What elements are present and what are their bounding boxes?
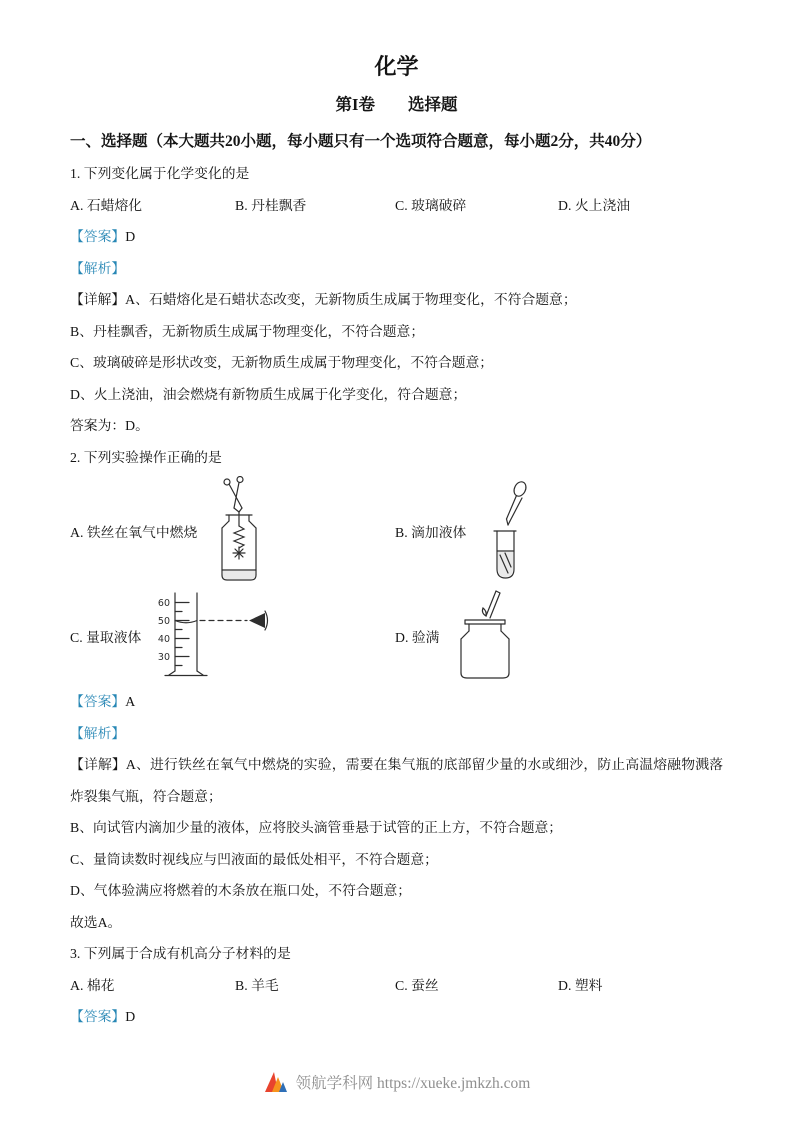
q2-figure-row-2 — [70, 589, 723, 683]
q3-option-b: B. 羊毛 — [235, 977, 279, 993]
cylinder-scale-40: 40 — [158, 634, 171, 645]
q1-options-row — [70, 190, 723, 222]
q1-option-a: A. 石蜡熔化 — [70, 197, 143, 213]
q2-option-b-label: B. 滴加液体 — [395, 525, 467, 540]
q1-detail-line: D、火上浇油，油会燃烧有新物质生成属于化学变化，符合题意； — [70, 386, 467, 402]
q3-answer-value: D — [125, 1009, 136, 1024]
q3-options-row — [70, 970, 723, 1002]
q2-stem: 2. 下列实验操作正确的是 — [70, 449, 222, 465]
q2-option-a-label: A. 铁丝在氧气中燃烧 — [70, 525, 198, 540]
q2-detail-line: B、向试管内滴加少量的液体，应将胶头滴管垂悬于试管的正上方，不符合题意； — [70, 820, 563, 835]
q1-answer-label: 【答案】 — [70, 229, 126, 244]
q3-option-d: D. 塑料 — [558, 977, 603, 993]
q1-answer-value: D — [125, 229, 136, 244]
q2-option-d-cell — [395, 589, 517, 683]
q1-detail-line: 【详解】A、石蜡熔化是石蜡状态改变，无新物质生成属于物理变化，不符合题意； — [70, 292, 577, 307]
q1-stem: 1. 下列变化属于化学变化的是 — [70, 166, 250, 181]
q1-option-d: D. 火上浇油 — [558, 197, 631, 213]
q2-detail-line: D、气体验满应将燃着的木条放在瓶口处，不符合题意； — [70, 883, 412, 898]
footer — [0, 1070, 793, 1094]
q2-detail-line: 故选A。 — [70, 914, 122, 930]
cylinder-scale-30: 30 — [158, 652, 171, 663]
iron-wire-burning-figure — [211, 476, 275, 586]
measuring-cylinder-figure — [155, 591, 273, 681]
page-title: 化学 — [374, 54, 419, 79]
q2-detail-line: 【详解】A、进行铁丝在氧气中燃烧的实验，需要在集气瓶的底部留少量的水或细沙，防止高温熔融物溅落炸裂集气瓶，符合题意； — [70, 757, 723, 804]
q2-detail-line: C、量筒读数时视线应与凹液面的最低处相平，不符合题意； — [70, 851, 438, 867]
q3-option-a: A. 棉花 — [70, 977, 115, 993]
q3-option-c: C. 蚕丝 — [395, 977, 439, 993]
q1-detail-line: 答案为：D。 — [70, 418, 149, 433]
gas-full-test-figure — [453, 589, 517, 683]
dropper-into-test-tube-figure — [480, 479, 534, 583]
q2-answer-label: 【答案】 — [70, 694, 126, 709]
q1-answer-line — [70, 221, 723, 253]
q1-detail-line: C、玻璃破碎是形状改变，无新物质生成属于物理变化，不符合题意； — [70, 355, 494, 370]
footer-site-link[interactable]: 领航学科网 https://xueke.jmkzh.com — [295, 1075, 531, 1092]
q2-option-c-cell — [70, 591, 395, 681]
q1-option-b: B. 丹桂飘香 — [235, 197, 307, 213]
q2-option-b-cell — [395, 479, 534, 583]
volume-heading: 第I卷 选择题 — [335, 95, 458, 114]
cylinder-scale-60: 60 — [158, 598, 171, 609]
q3-stem: 3. 下列属于合成有机高分子材料的是 — [70, 946, 291, 961]
site-logo-icon — [263, 1070, 289, 1094]
q1-analysis-label: 【解析】 — [70, 260, 126, 276]
q2-option-c-label: C. 量取液体 — [70, 630, 142, 645]
q1-option-c: C. 玻璃破碎 — [395, 197, 467, 213]
q2-answer-line — [70, 686, 723, 718]
section-heading: 一、选择题（本大题共20小题，每小题只有一个选项符合题意，每小题2分，共40分） — [70, 133, 652, 150]
q2-answer-value: A — [125, 694, 136, 709]
q3-answer-label: 【答案】 — [70, 1009, 126, 1024]
q2-option-a-cell — [70, 476, 395, 586]
q2-figure-row-1 — [70, 476, 723, 586]
cylinder-scale-50: 50 — [158, 616, 171, 627]
q2-option-d-label: D. 验满 — [395, 630, 440, 645]
q2-analysis-label: 【解析】 — [70, 725, 126, 741]
q1-detail-line: B、丹桂飘香，无新物质生成属于物理变化，不符合题意； — [70, 323, 425, 339]
q3-answer-line — [70, 1001, 723, 1033]
